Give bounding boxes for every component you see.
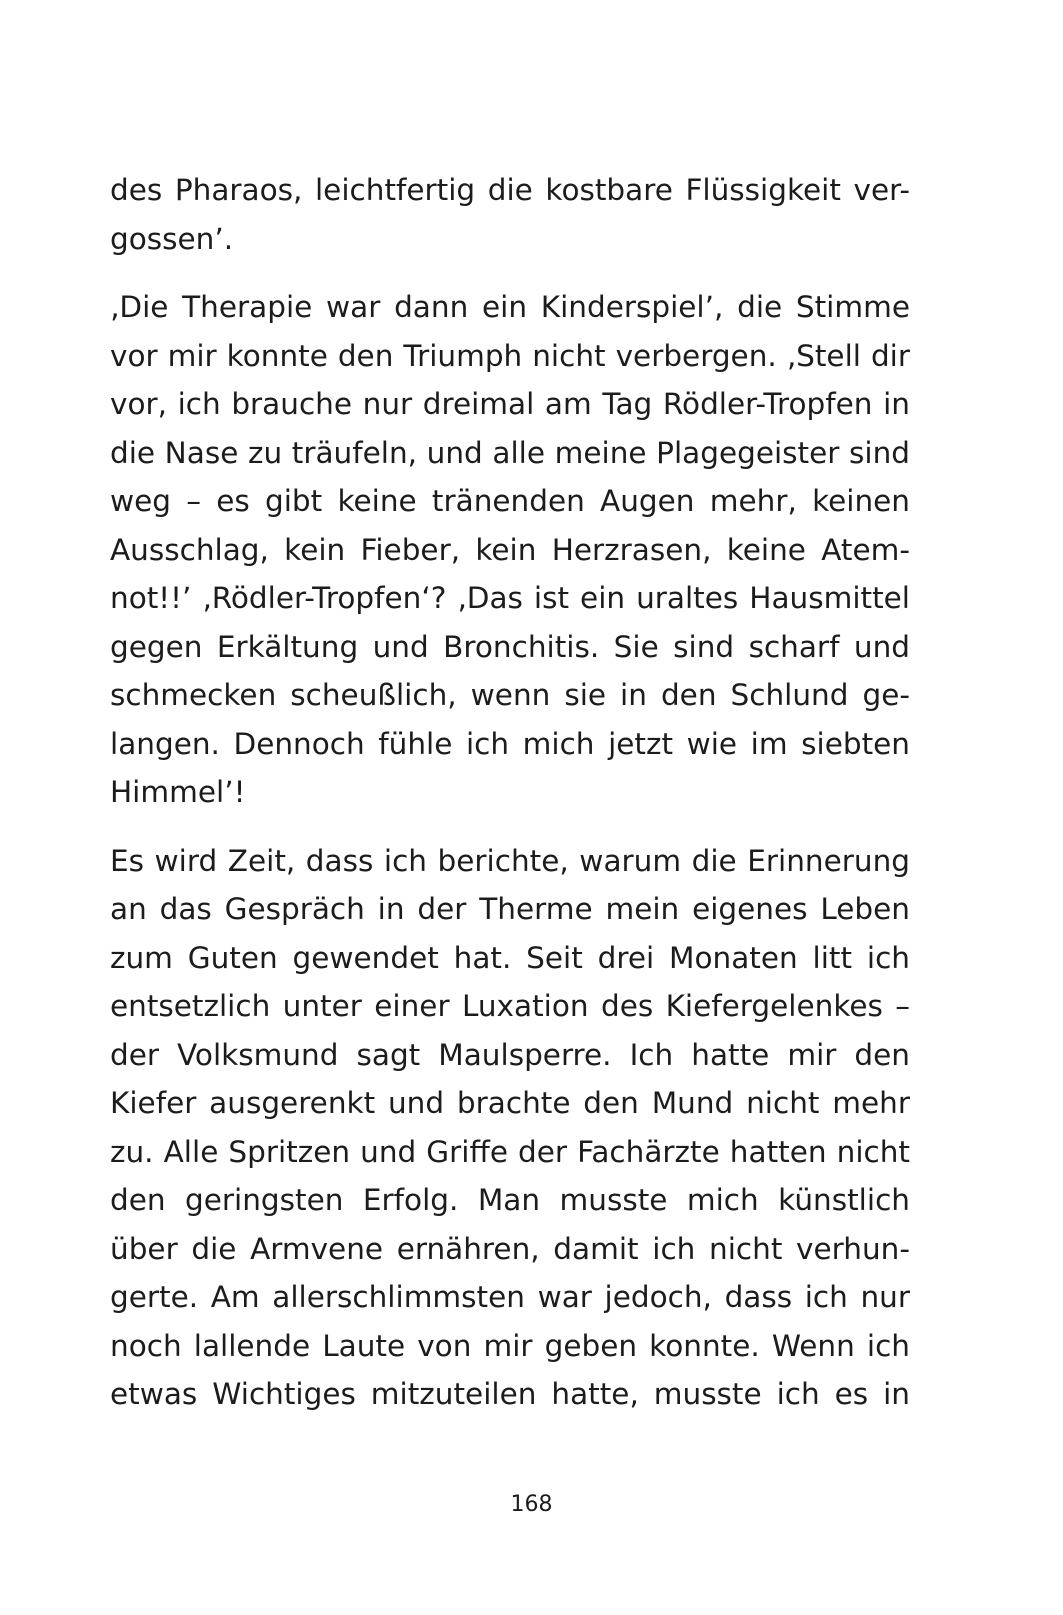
text-line: Es wird Zeit, dass ich berichte, warum die Erinnerung <box>110 843 910 878</box>
text-line: langen. Dennoch fühle ich mich jetzt wie im siebten <box>110 726 910 761</box>
text-line: gerte. Am allerschlimmsten war jedoch, dass ich nur <box>110 1280 910 1314</box>
body-text <box>110 166 910 1439</box>
text-line: an das Gespräch in der Therme mein eigenes Leben <box>110 892 910 926</box>
text-line: den geringsten Erfolg. Man musste mich künstlich <box>110 1183 910 1217</box>
text-line: zum Guten gewendet hat. Seit drei Monaten litt ich <box>110 940 910 975</box>
text-line: Kiefer ausgerenkt und brachte den Mund nicht mehr <box>110 1086 910 1120</box>
text-line: not!!’ ‚Rödler-Tropfen‘? ‚Das ist ein uraltes Hausmittel <box>110 581 910 615</box>
text-line: entsetzlich unter einer Luxation des Kiefergelenkes – <box>110 989 910 1023</box>
text-line: vor mir konnte den Triumph nicht verbergen. ‚Stell dir <box>110 338 910 373</box>
text-line: der Volksmund sagt Maulsperre. Ich hatte mir den <box>110 1037 910 1072</box>
text-line: etwas Wichtiges mitzuteilen hatte, musste ich es in <box>110 1377 910 1411</box>
text-line: ‚Die Therapie war dann ein Kinderspiel’, die Stimme <box>110 290 910 324</box>
text-line: gossen’. <box>110 221 234 256</box>
paragraph-3 <box>110 837 910 1419</box>
text-line: zu. Alle Spritzen und Griffe der Fachärzte hatten nicht <box>110 1134 910 1169</box>
paragraph-2 <box>110 283 910 817</box>
text-line: des Pharaos, leichtfertig die kostbare Flüssigkeit ver- <box>110 173 910 207</box>
text-line: noch lallende Laute von mir geben konnte. Wenn ich <box>110 1328 910 1363</box>
text-line: über die Armvene ernähren, damit ich nicht verhun- <box>110 1231 910 1266</box>
page-number: 168 <box>510 1492 553 1517</box>
text-line: Himmel’! <box>110 775 246 809</box>
paragraph-1 <box>110 166 910 263</box>
text-line: schmecken scheußlich, wenn sie in den Schlund ge- <box>110 678 910 712</box>
text-line: weg – es gibt keine tränenden Augen mehr, keinen <box>110 484 910 518</box>
text-line: vor, ich brauche nur dreimal am Tag Rödler-Tropfen in <box>110 387 910 421</box>
text-line: Ausschlag, kein Fieber, kein Herzrasen, keine Atem- <box>110 532 910 567</box>
text-line: die Nase zu träufeln, und alle meine Plagegeister sind <box>110 435 910 470</box>
text-line: gegen Erkältung und Bronchitis. Sie sind scharf und <box>110 629 910 664</box>
